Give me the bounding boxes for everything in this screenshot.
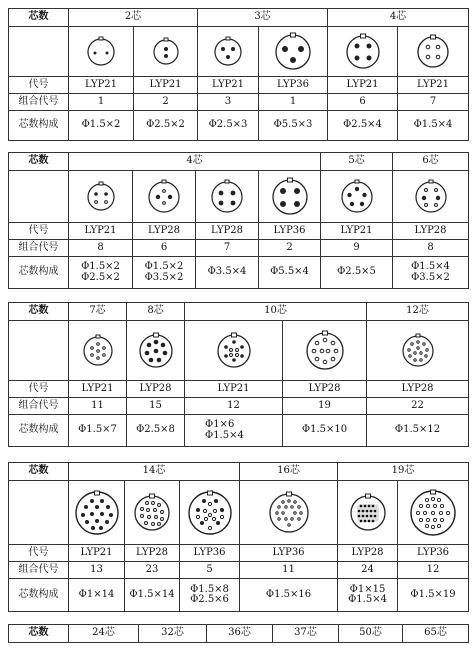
code-cell: LYP36 [398,545,469,562]
connector-diagram [398,481,469,545]
label-code: 代号 [9,77,69,94]
combo-cell: 1 [69,94,134,111]
connector-diagram [134,27,198,77]
structure-line: Φ3.5×2 [411,271,450,283]
combo-cell: 6 [328,94,398,111]
core-count-cell: 37芯 [273,625,339,643]
combo-cell: 12 [185,398,283,415]
connector-diagram [198,27,259,77]
connector-diagram [367,321,469,381]
group-header: 19芯 [338,463,469,481]
structure-cell: Φ1.5×14 [125,579,180,612]
structure-cell [133,257,196,289]
structure-cell: Φ1.5×10 [283,415,367,447]
group-header: 5芯 [321,153,393,171]
structure-cell: Φ1.5×2 [69,111,134,141]
connector-diagram [393,171,469,223]
connector-diagram [321,171,393,223]
group-header: 6芯 [393,153,469,171]
block-1-table [8,8,469,141]
core-count-cell: 36芯 [207,625,273,643]
connector-diagram [283,321,367,381]
combo-cell: 7 [398,94,469,111]
block-2-table [8,152,469,289]
structure-cell: Φ2.5×2 [134,111,198,141]
combo-cell: 22 [367,398,469,415]
connector-diagram [259,27,328,77]
structure-line: Φ1×15 [349,583,386,595]
structure-cell: Φ2.5×4 [328,111,398,141]
connector-diagram [125,481,180,545]
group-header: 14芯 [69,463,240,481]
group-header: 7芯 [69,303,127,321]
label-cores: 芯数 [9,303,69,321]
connector-diagram [180,481,240,545]
connector-diagram [69,171,133,223]
combo-cell: 5 [180,562,240,579]
block-4-table [8,462,469,612]
code-cell: LYP21 [69,223,133,240]
blank-cell [9,27,69,77]
code-cell: LYP28 [196,223,259,240]
structure-line: Φ1.5×2 [81,261,120,272]
group-header: 16芯 [240,463,338,481]
structure-cell [185,415,283,447]
combo-cell: 11 [69,398,127,415]
combo-cell: 7 [196,240,259,257]
structure-line: Φ3.5×2 [144,271,184,283]
structure-cell [180,579,240,612]
structure-cell [393,257,469,289]
code-cell: LYP28 [283,381,367,398]
combo-cell: 8 [393,240,469,257]
structure-line: Φ1×6 [205,419,235,430]
structure-cell: Φ1.5×19 [398,579,469,612]
combo-cell: 19 [283,398,367,415]
group-header: 2芯 [69,9,198,27]
code-cell: LYP21 [185,381,283,398]
block-3-table [8,302,469,447]
code-cell: LYP28 [133,223,196,240]
structure-line: Φ1.5×4 [205,429,244,441]
group-header: 8芯 [127,303,185,321]
connector-diagram [185,321,283,381]
group-header: 4芯 [69,153,321,171]
structure-line: Φ2.5×2 [81,271,120,283]
label-combo: 组合代号 [9,240,69,257]
group-header: 3芯 [198,9,328,27]
structure-line: Φ1.5×8 [190,583,229,595]
code-cell: LYP28 [393,223,469,240]
code-cell: LYP28 [127,381,185,398]
label-code: 代号 [9,545,69,562]
structure-cell: Φ2.5×3 [198,111,259,141]
label-structure: 芯数构成 [9,579,69,612]
structure-line: Φ1.5×2 [144,261,184,272]
structure-cell: Φ1.5×16 [240,579,338,612]
structure-line: Φ2.5×6 [190,594,229,605]
label-combo: 组合代号 [9,94,69,111]
label-cores: 芯数 [9,463,69,481]
structure-cell: Φ1.5×4 [398,111,469,141]
label-cores: 芯数 [9,625,69,643]
core-count-cell: 32芯 [139,625,207,643]
structure-cell: Φ3.5×4 [196,257,259,289]
label-structure: 芯数构成 [9,111,69,141]
connector-diagram [69,27,134,77]
combo-cell: 2 [134,94,198,111]
blank-cell [9,171,69,223]
structure-cell [338,579,398,612]
label-cores: 芯数 [9,153,69,171]
label-cores: 芯数 [9,9,69,27]
structure-cell: Φ1.5×7 [69,415,127,447]
structure-cell: Φ5.5×3 [259,111,328,141]
core-count-cell: 50芯 [339,625,403,643]
connector-diagram [196,171,259,223]
structure-cell [69,257,133,289]
code-cell: LYP36 [180,545,240,562]
code-cell: LYP21 [198,77,259,94]
code-cell: LYP36 [259,223,321,240]
code-cell: LYP21 [321,223,393,240]
combo-cell: 12 [398,562,469,579]
group-header: 10芯 [185,303,367,321]
connector-diagram [133,171,196,223]
structure-cell: Φ1×14 [69,579,125,612]
blank-cell [9,481,69,545]
code-cell: LYP21 [69,545,125,562]
code-cell: LYP28 [338,545,398,562]
code-cell: LYP36 [259,77,328,94]
combo-cell: 6 [133,240,196,257]
connector-diagram [69,321,127,381]
label-structure: 芯数构成 [9,415,69,447]
structure-cell: Φ1.5×12 [367,415,469,447]
combo-cell: 24 [338,562,398,579]
connector-diagram [338,481,398,545]
code-cell: LYP21 [134,77,198,94]
combo-cell: 11 [240,562,338,579]
label-combo: 组合代号 [9,398,69,415]
label-combo: 组合代号 [9,562,69,579]
connector-diagram [398,27,469,77]
code-cell: LYP21 [398,77,469,94]
combo-cell: 13 [69,562,125,579]
label-structure: 芯数构成 [9,257,69,289]
structure-line: Φ1.5×4 [411,261,450,272]
combo-cell: 8 [69,240,133,257]
structure-line: Φ1.5×4 [348,594,387,605]
connector-diagram [328,27,398,77]
label-code: 代号 [9,381,69,398]
structure-cell: Φ2.5×5 [321,257,393,289]
code-cell: LYP36 [240,545,338,562]
blank-cell [9,321,69,381]
combo-cell: 15 [127,398,185,415]
group-header: 12芯 [367,303,469,321]
group-header: 4芯 [328,9,469,27]
combo-cell: 1 [259,94,328,111]
combo-cell: 23 [125,562,180,579]
code-cell: LYP21 [69,381,127,398]
code-cell: LYP28 [125,545,180,562]
structure-cell: Φ2.5×8 [127,415,185,447]
core-count-cell: 24芯 [69,625,139,643]
code-cell: LYP21 [328,77,398,94]
structure-cell: Φ5.5×4 [259,257,321,289]
label-code: 代号 [9,223,69,240]
connector-diagram [127,321,185,381]
core-count-cell: 65芯 [403,625,469,643]
block-5-table [8,624,469,643]
connector-diagram [259,171,321,223]
combo-cell: 3 [198,94,259,111]
code-cell: LYP21 [69,77,134,94]
combo-cell: 2 [259,240,321,257]
connector-diagram [240,481,338,545]
code-cell: LYP28 [367,381,469,398]
combo-cell: 9 [321,240,393,257]
connector-diagram [69,481,125,545]
